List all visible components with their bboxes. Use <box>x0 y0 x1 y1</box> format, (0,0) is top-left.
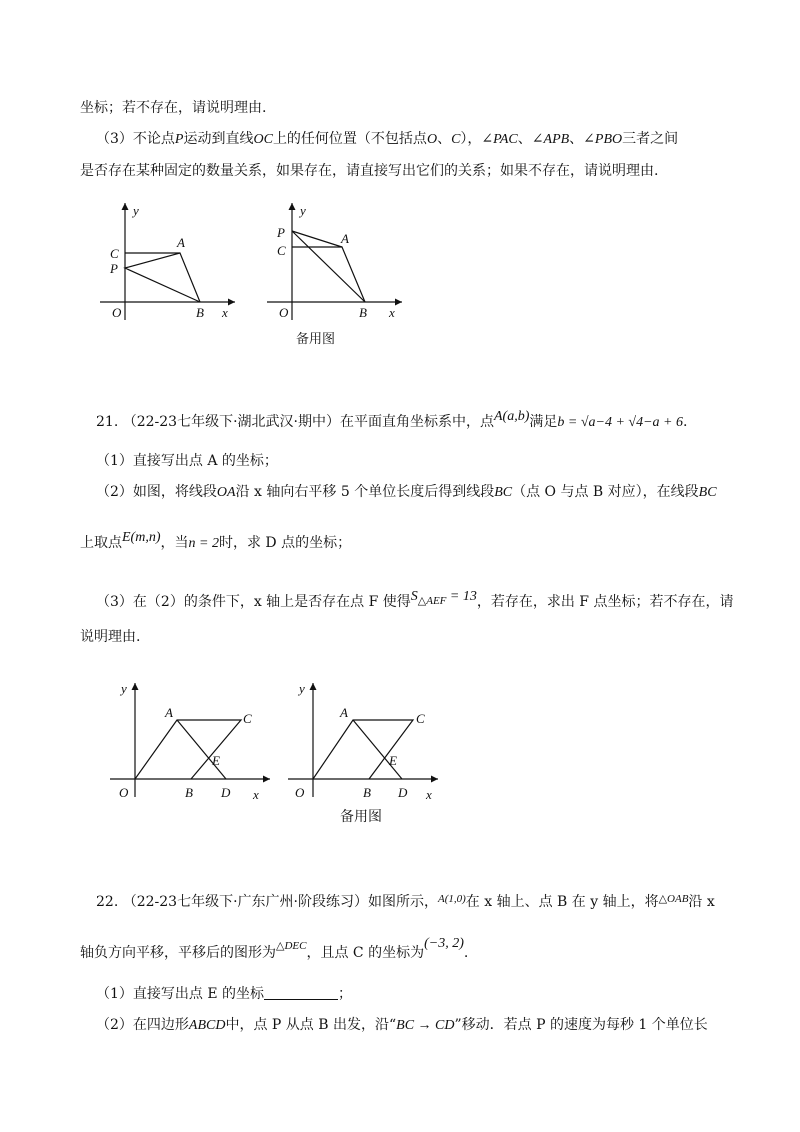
text: （3）不论点 <box>96 131 175 147</box>
label-B: B <box>196 305 204 320</box>
figure-1-right <box>262 195 412 330</box>
text: 上取点 <box>80 535 122 551</box>
math-var: OA <box>216 485 236 500</box>
figure-1-caption: 备用图 <box>296 332 336 347</box>
label-x: x <box>222 305 228 320</box>
math-var: ABCD <box>188 1018 226 1033</box>
text: ”移动．若点 P 的速度为每秒 1 个单位长 <box>454 1017 708 1033</box>
math-path: BC → CD <box>396 1018 455 1033</box>
math-var: OC <box>253 132 273 147</box>
text: ，且点 C 的坐标为 <box>306 945 425 961</box>
text: 三者之间 <box>622 131 679 147</box>
label-C: C <box>110 246 119 261</box>
label-E: E <box>389 753 397 768</box>
text-line: 说明理由. <box>80 629 141 645</box>
figure-2-caption: 备用图 <box>340 809 382 825</box>
math-var: P <box>174 132 184 147</box>
parallelogram-OACB <box>135 720 241 779</box>
label-x: x <box>389 305 395 320</box>
label-y: y <box>300 203 306 218</box>
text: 、 <box>437 131 452 147</box>
text: ，若存在，求出 F 点坐标；若不存在，请 <box>476 594 734 610</box>
math-equation: b = √a−4 + √4−a + 6 <box>557 415 683 430</box>
label-x: x <box>426 787 432 802</box>
question-21-part-3 <box>96 587 733 612</box>
math-var: O <box>426 132 438 147</box>
text: . <box>463 945 469 961</box>
label-O: O <box>295 785 305 800</box>
question-22-part-1 <box>96 984 352 1004</box>
label-P: P <box>277 225 285 240</box>
label-A: A <box>341 231 349 246</box>
text: 、 <box>517 131 532 147</box>
label-O: O <box>119 785 129 800</box>
label-B: B <box>363 785 371 800</box>
label-D: D <box>398 785 408 800</box>
area-value: = 13 <box>446 589 477 604</box>
question-number: 21. <box>96 414 119 430</box>
label-x: x <box>253 787 259 802</box>
question-3-line <box>96 129 678 150</box>
segment-APB <box>292 231 365 302</box>
figure-2-right <box>283 675 453 805</box>
parallelogram-OACB <box>313 720 413 779</box>
math-var: BC <box>494 485 513 500</box>
text-line: 是否存在某种固定的数量关系，如果存在，请直接写出它们的关系；如果不存在，请说明理由. <box>80 163 659 179</box>
math-point: (−3, 2) <box>424 936 464 951</box>
question-21-part-2-cont <box>80 528 351 554</box>
segment-CAB <box>292 247 365 302</box>
text: 满足 <box>529 414 558 430</box>
segment-CAB <box>125 253 200 302</box>
question-22-stem-cont <box>80 934 468 963</box>
question-number: 22. <box>96 894 119 910</box>
area-symbol: S <box>410 589 418 604</box>
text: （22-23七年级下·湖北武汉·期中）在平面直角坐标系中，点 <box>122 414 494 430</box>
math-angle: ∠APB <box>531 132 570 147</box>
math-angle: ∠PAC <box>481 132 518 147</box>
math-triangle: △OAB <box>658 893 689 905</box>
label-C: C <box>243 711 252 726</box>
math-point: A(a,b) <box>493 409 530 424</box>
label-A: A <box>177 235 185 250</box>
label-O: O <box>112 305 122 320</box>
label-B: B <box>185 785 193 800</box>
text: . <box>682 414 688 430</box>
answer-blank[interactable] <box>264 985 338 1000</box>
figure-1-left <box>95 195 245 330</box>
text: 沿 x 轴向右平移 5 个单位长度后得到线段 <box>235 484 495 500</box>
label-A: A <box>165 705 173 720</box>
text: 在 x 轴上、点 B 在 y 轴上，将 <box>465 894 659 910</box>
text: 时，求 D 点的坐标； <box>218 535 352 551</box>
text: 沿 x <box>688 894 715 910</box>
text: 轴负方向平移，平移后的图形为 <box>80 945 276 961</box>
label-E: E <box>212 753 220 768</box>
text: ； <box>338 986 353 1002</box>
segment-AD <box>177 720 226 779</box>
question-22-part-2 <box>96 1015 708 1036</box>
label-O: O <box>279 305 289 320</box>
text: （2）在四边形 <box>96 1017 189 1033</box>
question-21-part-1: （1）直接写出点 A 的坐标； <box>96 453 278 469</box>
text: （22-23七年级下·广东广州·阶段练习）如图所示， <box>122 894 438 910</box>
label-y: y <box>133 203 139 218</box>
text: （3）在（2）的条件下，x 轴上是否存在点 F 使得 <box>96 594 411 610</box>
math-triangle: △DEC <box>276 940 307 952</box>
math-point: E(m,n) <box>122 530 161 545</box>
label-P: P <box>110 261 118 276</box>
math-area <box>410 589 477 607</box>
math-point: A(1,0) <box>437 893 466 905</box>
question-21-stem <box>96 407 687 433</box>
segment-APB <box>125 253 200 302</box>
label-C: C <box>277 243 286 258</box>
text: 中，点 P 从点 B 出发，沿“ <box>225 1017 397 1033</box>
text: ，当 <box>160 535 189 551</box>
text: （1）直接写出点 E 的坐标 <box>96 986 265 1002</box>
math-angle: ∠PBO <box>583 132 623 147</box>
label-y: y <box>299 681 305 696</box>
label-C: C <box>416 711 425 726</box>
area-subscript: △AEF <box>417 594 447 607</box>
label-D: D <box>221 785 231 800</box>
text: 运动到直线 <box>183 131 254 147</box>
figure-2-left <box>105 675 275 805</box>
label-A: A <box>340 705 348 720</box>
text-line: 坐标；若不存在，请说明理由. <box>80 100 267 116</box>
label-y: y <box>121 681 127 696</box>
text: 上的任何位置（不包括点 <box>272 131 427 147</box>
text: ）， <box>460 131 482 147</box>
math-equation: n = 2 <box>188 536 219 551</box>
text: 、 <box>569 131 584 147</box>
text: （2）如图，将线段 <box>96 484 217 500</box>
question-22-stem <box>96 889 715 912</box>
text: （点 O 与点 B 对应），在线段 <box>512 484 699 500</box>
segment-AD <box>353 720 402 779</box>
question-21-part-2 <box>96 482 717 503</box>
math-var: C <box>451 132 461 147</box>
math-var: BC <box>698 485 717 500</box>
label-B: B <box>359 305 367 320</box>
